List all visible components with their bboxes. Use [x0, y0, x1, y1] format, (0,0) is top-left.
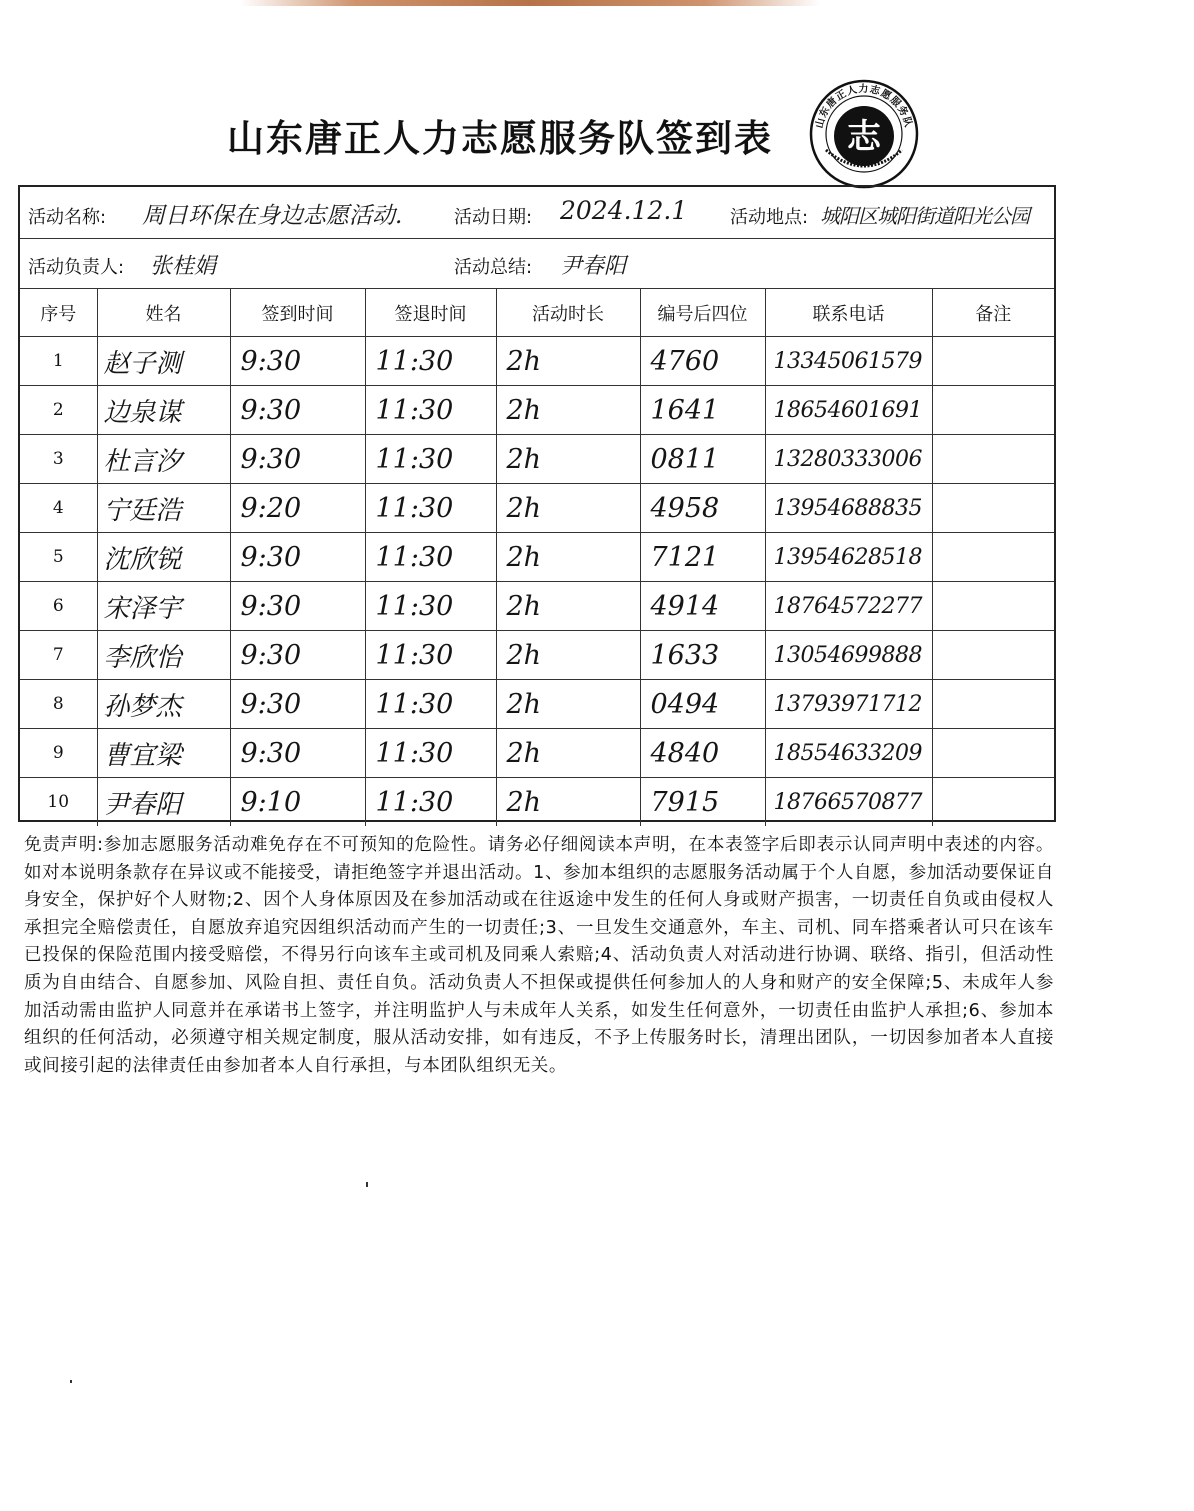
- row-phone: 13793971712: [765, 680, 932, 729]
- activity-name-value: 周日环保在身边志愿活动.: [142, 203, 403, 229]
- activity-location-label: 活动地点:: [730, 207, 809, 228]
- row-duration: 2h: [496, 631, 640, 680]
- row-sign-in: 9:30: [230, 582, 365, 631]
- activity-leader-label: 活动负责人:: [28, 257, 125, 278]
- paper-edge-stain: [240, 0, 820, 6]
- activity-summary-value: 尹春阳: [560, 254, 627, 279]
- row-sign-out: 11:30: [365, 631, 496, 680]
- row-duration: 2h: [496, 778, 640, 827]
- header-sign-in: 签到时间: [230, 289, 365, 337]
- row-duration: 2h: [496, 484, 640, 533]
- row-duration: 2h: [496, 582, 640, 631]
- row-sign-out: 11:30: [365, 484, 496, 533]
- paper-speck: [366, 1182, 368, 1187]
- row-seq: 7: [20, 631, 97, 680]
- row-duration: 2h: [496, 337, 640, 386]
- header-sign-out: 签退时间: [365, 289, 496, 337]
- row-sign-in: 9:30: [230, 337, 365, 386]
- row-phone: 13345061579: [765, 337, 932, 386]
- row-seq: 10: [20, 778, 97, 827]
- table-header-row: [20, 289, 1054, 337]
- row-name: 曹宜梁: [97, 729, 230, 778]
- row-sign-in: 9:30: [230, 435, 365, 484]
- row-phone: 13954628518: [765, 533, 932, 582]
- row-sign-out: 11:30: [365, 533, 496, 582]
- row-name: 宋泽宇: [97, 582, 230, 631]
- row-name: 杜言汐: [97, 435, 230, 484]
- table-row: [20, 337, 1054, 386]
- activity-location-value: 城阳区城阳街道阳光公园: [820, 204, 1029, 228]
- header-phone: 联系电话: [765, 289, 932, 337]
- row-sign-out: 11:30: [365, 337, 496, 386]
- row-duration: 2h: [496, 533, 640, 582]
- row-id-last4: 0811: [640, 435, 765, 484]
- row-name: 尹春阳: [97, 778, 230, 827]
- row-sign-in: 9:30: [230, 680, 365, 729]
- activity-leader-row: [20, 239, 1054, 289]
- row-seq: 2: [20, 386, 97, 435]
- header-seq: 序号: [20, 289, 97, 337]
- table-row: [20, 631, 1054, 680]
- row-sign-in: 9:30: [230, 729, 365, 778]
- row-seq: 1: [20, 337, 97, 386]
- row-phone: 13280333006: [765, 435, 932, 484]
- header-note: 备注: [932, 289, 1054, 337]
- header-name: 姓名: [97, 289, 230, 337]
- activity-date-label: 活动日期:: [454, 207, 533, 228]
- row-sign-out: 11:30: [365, 680, 496, 729]
- row-sign-in: 9:30: [230, 386, 365, 435]
- row-sign-in: 9:30: [230, 533, 365, 582]
- row-note: [932, 337, 1054, 386]
- disclaimer-text: 免责声明:参加志愿服务活动难免存在不可预知的危险性。请务必仔细阅读本声明，在本表签字后即表示认同声明中表述的内容。如对本说明条款存在异议或不能接受，请拒绝签字并退出活动。1、参加本组织的志愿服务活动属于个人自愿，参加活动要保证自身安全，保护好个人财物;2、因个人身体原因及在参加活动或在往返途中发生的任何人身或财产损害，一切责任自负或由侵权人承担完全赔偿责任，自愿放弃追究因组织活动而产生的一切责任;3、一旦发生交通意外，车主、司机、同车搭乘者认可只在该车已投保的保险范围内接受赔偿，不得另行向该车主或司机及同乘人索赔;4、活动负责人对活动进行协调、联络、指引，但活动性质为自由结合、自愿参加、风险自担、责任自负。活动负责人不担保或提供任何参加人的人身和财产的安全保障;5、未成年人参加活动需由监护人同意并在承诺书上签字，并注明监护人与未成年人关系，如发生任何意外，一切责任由监护人承担;6、参加本组织的任何活动，必须遵守相关规定制度，服从活动安排，如有违反，不予上传服务时长，清理出团队，一切因参加者本人直接或间接引起的法律责任由参加者本人自行承担，与本团队组织无关。: [24, 835, 1054, 1076]
- row-note: [932, 533, 1054, 582]
- row-sign-out: 11:30: [365, 386, 496, 435]
- table-row: [20, 533, 1054, 582]
- row-phone: 13054699888: [765, 631, 932, 680]
- table-row: [20, 386, 1054, 435]
- table-row: [20, 680, 1054, 729]
- row-seq: 9: [20, 729, 97, 778]
- row-note: [932, 386, 1054, 435]
- row-phone: 18654601691: [765, 386, 932, 435]
- row-seq: 5: [20, 533, 97, 582]
- activity-date-value: 2024.12.1: [560, 196, 688, 225]
- row-note: [932, 680, 1054, 729]
- row-name: 沈欣锐: [97, 533, 230, 582]
- row-id-last4: 4840: [640, 729, 765, 778]
- table-row: [20, 778, 1054, 827]
- row-note: [932, 778, 1054, 827]
- activity-summary-label: 活动总结:: [454, 257, 533, 278]
- paper-speck: [70, 1380, 72, 1383]
- row-duration: 2h: [496, 386, 640, 435]
- row-name: 边泉谋: [97, 386, 230, 435]
- row-id-last4: 1633: [640, 631, 765, 680]
- attendance-table: [20, 289, 1054, 826]
- row-phone: 18764572277: [765, 582, 932, 631]
- row-id-last4: 7121: [640, 533, 765, 582]
- row-sign-out: 11:30: [365, 582, 496, 631]
- row-id-last4: 4958: [640, 484, 765, 533]
- row-id-last4: 7915: [640, 778, 765, 827]
- row-sign-out: 11:30: [365, 778, 496, 827]
- table-row: [20, 729, 1054, 778]
- row-id-last4: 4914: [640, 582, 765, 631]
- seal-center-char: 志: [847, 117, 881, 157]
- row-id-last4: 1641: [640, 386, 765, 435]
- header-id-last4: 编号后四位: [640, 289, 765, 337]
- row-note: [932, 631, 1054, 680]
- sign-in-sheet: [18, 185, 1056, 822]
- row-name: 孙梦杰: [97, 680, 230, 729]
- row-seq: 8: [20, 680, 97, 729]
- row-duration: 2h: [496, 435, 640, 484]
- row-name: 宁廷浩: [97, 484, 230, 533]
- row-sign-in: 9:30: [230, 631, 365, 680]
- volunteer-seal: [808, 78, 920, 190]
- row-seq: 4: [20, 484, 97, 533]
- row-note: [932, 484, 1054, 533]
- activity-leader-value: 张桂娟: [150, 254, 217, 279]
- table-row: [20, 435, 1054, 484]
- row-sign-out: 11:30: [365, 729, 496, 778]
- table-row: [20, 484, 1054, 533]
- row-note: [932, 435, 1054, 484]
- row-id-last4: 4760: [640, 337, 765, 386]
- header-duration: 活动时长: [496, 289, 640, 337]
- table-row: [20, 582, 1054, 631]
- form-title: 山东唐正人力志愿服务队签到表: [227, 117, 773, 160]
- activity-info-row: [20, 187, 1054, 239]
- row-duration: 2h: [496, 680, 640, 729]
- row-seq: 3: [20, 435, 97, 484]
- row-sign-out: 11:30: [365, 435, 496, 484]
- row-seq: 6: [20, 582, 97, 631]
- row-name: 李欣怡: [97, 631, 230, 680]
- row-name: 赵子测: [97, 337, 230, 386]
- row-phone: 13954688835: [765, 484, 932, 533]
- row-note: [932, 582, 1054, 631]
- row-note: [932, 729, 1054, 778]
- row-sign-in: 9:20: [230, 484, 365, 533]
- row-duration: 2h: [496, 729, 640, 778]
- row-id-last4: 0494: [640, 680, 765, 729]
- row-phone: 18554633209: [765, 729, 932, 778]
- row-phone: 18766570877: [765, 778, 932, 827]
- activity-name-label: 活动名称:: [28, 207, 107, 228]
- row-sign-in: 9:10: [230, 778, 365, 827]
- seal-ring-text: 山东唐正人力志愿服务队: [814, 83, 914, 130]
